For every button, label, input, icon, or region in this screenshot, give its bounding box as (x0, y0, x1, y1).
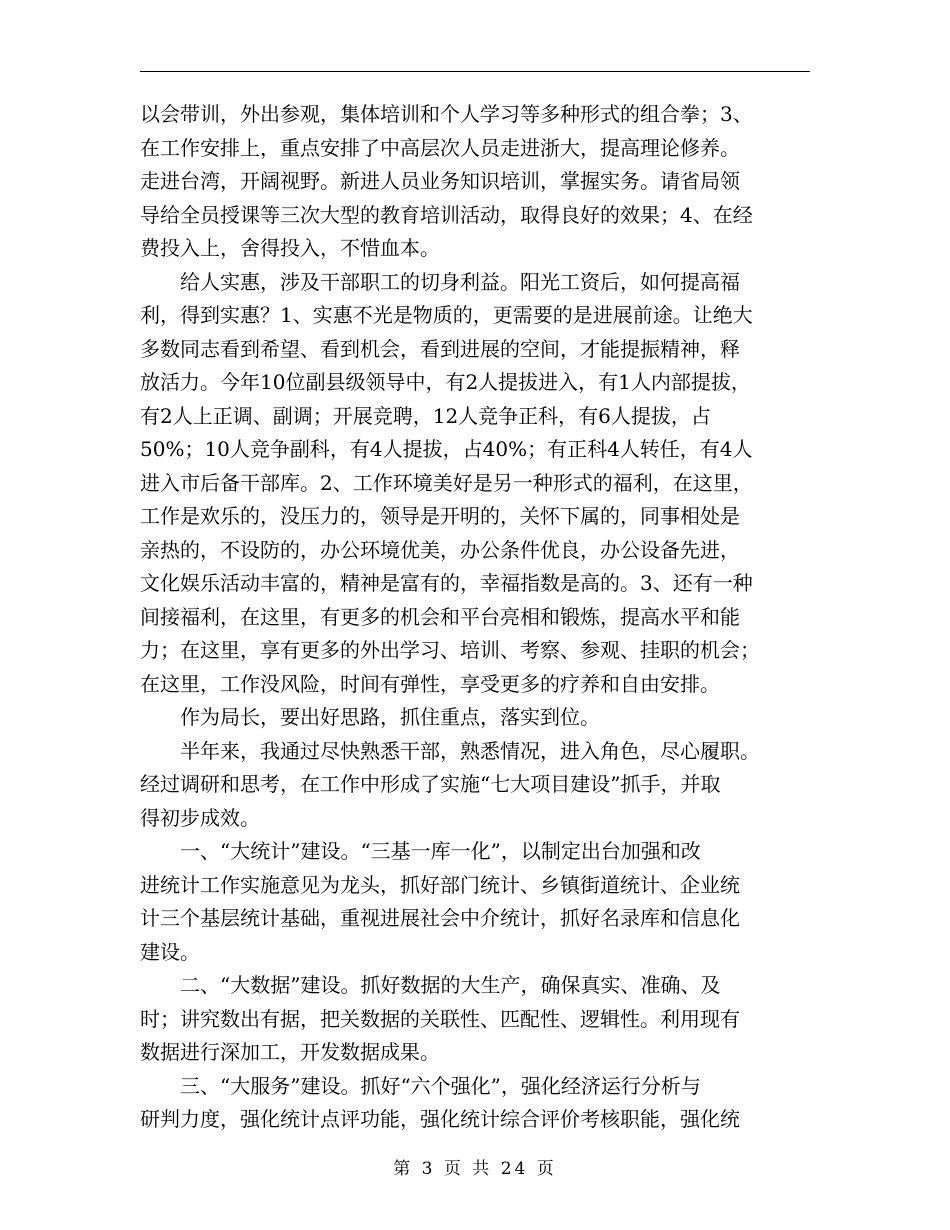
text-line: 在这里，工作没风险，时间有弹性，享受更多的疗养和自由安排。 (140, 671, 720, 696)
paragraph (140, 969, 810, 1070)
text-line: 费投入上，舍得投入，不惜血本。 (140, 236, 440, 260)
text-line: 二、“大数据”建设。抓好数据的大生产，确保真实、准确、及 (140, 973, 721, 997)
text-line: 多数同志看到希望、看到机会，看到进展的空间，才能提振精神，释 (140, 336, 740, 361)
text-line: 作为局长，要出好思路，抓住重点，落实到位。 (140, 705, 600, 729)
text-line: 导给全员授课等三次大型的教育培训活动，取得良好的效果；4、在经 (140, 202, 753, 227)
text-line: 数据进行深加工，开发数据成果。 (140, 1040, 440, 1064)
paragraph (140, 98, 810, 266)
paragraph (140, 735, 810, 836)
text-line: 计三个基层统计基础，重视进展社会中介统计，抓好名录库和信息化 (140, 906, 740, 930)
text-line: 一、“大统计”建设。“三基一库一化”，以制定出台加强和改 (140, 839, 701, 863)
text-line: 三、“大服务”建设。抓好“六个强化”，强化经济运行分析与 (140, 1073, 701, 1098)
text-line: 在工作安排上，重点安排了中高层次人员走进浙大，提高理论修养。 (140, 135, 740, 160)
text-line: 利，得到实惠？1、实惠不光是物质的，更需要的是进展前途。让绝大 (140, 303, 753, 327)
header-rule (140, 71, 810, 72)
paragraph (140, 1070, 810, 1137)
text-line: 有2人上正调、副调；开展竞聘，12人竞争正科，有6人提拔，占 (140, 403, 711, 428)
text-line: 半年来，我通过尽快熟悉干部，熟悉情况，进入角色，尽心履职。 (140, 738, 760, 763)
paragraph (140, 701, 810, 735)
page-footer: 第 3 页 共 24 页 (393, 1159, 557, 1179)
text-line: 经过调研和思考，在工作中形成了实施“七大项目建设”抓手，并取 (140, 772, 721, 796)
text-line: 给人实惠，涉及干部职工的切身利益。阳光工资后，如何提高福 (140, 269, 740, 294)
document-body (140, 98, 810, 1137)
text-line: 时；讲究数出有据，把关数据的关联性、匹配性、逻辑性。利用现有 (140, 1006, 740, 1031)
text-line: 研判力度，强化统计点评功能，强化统计综合评价考核职能，强化统 (140, 1107, 740, 1131)
text-line: 间接福利，在这里，有更多的机会和平台亮相和锻炼，提高水平和能 (140, 604, 740, 629)
text-line: 以会带训，外出参观，集体培训和个人学习等多种形式的组合拳；3、 (140, 102, 753, 126)
text-line: 得初步成效。 (140, 805, 260, 830)
text-line: 建设。 (140, 939, 200, 964)
text-line: 工作是欢乐的，没压力的，领导是开明的，关怀下属的，同事相处是 (140, 504, 740, 528)
text-line: 放活力。今年10位副县级领导中，有2人提拔进入，有1人内部提拔， (140, 370, 751, 394)
text-line: 力；在这里，享有更多的外出学习、培训、考察、参观、挂职的机会； (140, 638, 760, 662)
text-line: 走进台湾，开阔视野。新进人员业务知识培训，掌握实务。请省局领 (140, 169, 740, 193)
text-line: 文化娱乐活动丰富的，精神是富有的，幸福指数是高的。3、还有一种 (140, 571, 753, 595)
paragraph (140, 266, 810, 702)
text-line: 50%；10人竞争副科，有4人提拔，占40%；有正科4人转任，有4人 (140, 437, 753, 461)
text-line: 进入市后备干部库。2、工作环境美好是另一种形式的福利，在这里， (140, 470, 753, 495)
text-line: 进统计工作实施意见为龙头，抓好部门统计、乡镇街道统计、企业统 (140, 872, 740, 897)
text-line: 亲热的，不设防的，办公环境优美，办公条件优良，办公设备先进， (140, 537, 740, 562)
paragraph (140, 835, 810, 969)
